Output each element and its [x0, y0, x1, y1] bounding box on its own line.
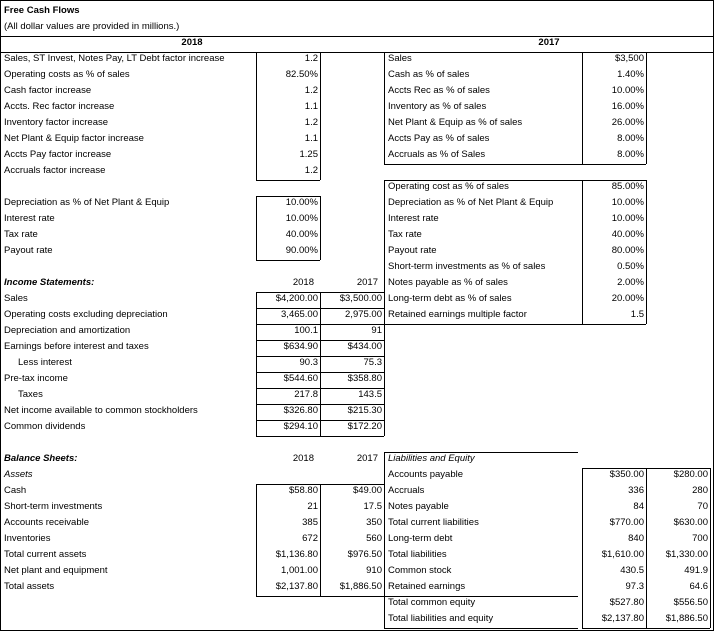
input-box-border — [256, 180, 320, 181]
balance-cell-border — [256, 596, 384, 597]
liability-row-label[interactable]: Total common equity — [388, 597, 476, 608]
balance-sheet-title[interactable]: Balance Sheets: — [4, 453, 78, 464]
input-box-border — [384, 180, 646, 181]
income-row-label[interactable]: Net income available to common stockholders — [4, 405, 198, 416]
input-2017-label[interactable]: Accruals as % of Sales — [388, 149, 486, 160]
asset-row-2018[interactable]: 672 — [302, 533, 318, 544]
income-row-label[interactable]: Taxes — [18, 389, 43, 400]
input-box-border — [582, 180, 583, 324]
income-row-label[interactable]: Less interest — [18, 357, 72, 368]
sheet-border-top — [0, 0, 714, 1]
year-header-2017[interactable]: 2017 — [538, 37, 560, 48]
balance-cell-border — [320, 484, 321, 596]
income-row-2018[interactable]: 217.8 — [294, 389, 318, 400]
input-box-border — [582, 52, 583, 164]
liability-row-2017[interactable]: 64.6 — [689, 581, 708, 592]
input-box-border — [384, 52, 385, 164]
input-2017b-label[interactable]: Tax rate — [388, 229, 422, 240]
input-2017-value[interactable]: 10.00% — [611, 85, 644, 96]
input-2017-label[interactable]: Accts Pay as % of sales — [388, 133, 490, 144]
input-2018b-label[interactable]: Depreciation as % of Net Plant & Equip — [4, 197, 170, 208]
income-row-label[interactable]: Pre-tax income — [4, 373, 68, 384]
asset-row-label[interactable]: Cash — [4, 485, 27, 496]
asset-row-2017[interactable]: 910 — [366, 565, 382, 576]
asset-row-2018[interactable]: $2,137.80 — [275, 581, 318, 592]
liability-row-2017[interactable]: $1,330.00 — [665, 549, 708, 560]
input-box-border — [384, 324, 646, 325]
liability-row-2018[interactable]: 336 — [628, 485, 644, 496]
income-cell-border — [256, 292, 257, 436]
input-2017-label[interactable]: Net Plant & Equip as % of sales — [388, 117, 523, 128]
income-row-2018[interactable]: $4,200.00 — [275, 293, 318, 304]
input-box-border — [646, 180, 647, 324]
input-2017b-value[interactable]: 10.00% — [611, 197, 644, 208]
balance-cell-border — [384, 452, 385, 628]
asset-row-2017[interactable]: $1,886.50 — [339, 581, 382, 592]
income-row-2018[interactable]: $634.90 — [283, 341, 318, 352]
income-row-2017[interactable]: $434.00 — [347, 341, 382, 352]
liability-row-label[interactable]: Total liabilities and equity — [388, 613, 494, 624]
asset-row-2018[interactable]: 21 — [307, 501, 318, 512]
input-2018-value[interactable]: 82.50% — [285, 69, 318, 80]
input-2017-value[interactable]: $3,500 — [614, 53, 644, 64]
input-2018-value[interactable]: 1.2 — [304, 85, 318, 96]
liability-row-2018[interactable]: $350.00 — [609, 469, 644, 480]
input-2017b-label[interactable]: Long-term debt as % of sales — [388, 293, 512, 304]
balance-cell-border — [582, 628, 710, 629]
income-row-2017[interactable]: $358.80 — [347, 373, 382, 384]
liability-row-2018[interactable]: $770.00 — [609, 517, 644, 528]
asset-row-label[interactable]: Net plant and equipment — [4, 565, 108, 576]
input-2018-label[interactable]: Accruals factor increase — [4, 165, 106, 176]
sheet-title[interactable]: Free Cash Flows — [4, 5, 80, 16]
income-row-2018[interactable]: 100.1 — [294, 325, 318, 336]
input-box-border — [384, 164, 646, 165]
asset-row-2018[interactable]: $1,136.80 — [275, 549, 318, 560]
liability-row-2018[interactable]: 840 — [628, 533, 644, 544]
input-2018-value[interactable]: 1.2 — [304, 53, 318, 64]
liability-row-2017[interactable]: 70 — [697, 501, 708, 512]
asset-row-2018[interactable]: 385 — [302, 517, 318, 528]
asset-row-2017[interactable]: $49.00 — [352, 485, 382, 496]
liability-row-label[interactable]: Accounts payable — [388, 469, 463, 480]
balance-cell-border — [384, 628, 578, 629]
input-2017-label[interactable]: Inventory as % of sales — [388, 101, 487, 112]
input-2017b-label[interactable]: Operating cost as % of sales — [388, 181, 509, 192]
income-row-label[interactable]: Earnings before interest and taxes — [4, 341, 149, 352]
asset-row-label[interactable]: Accounts receivable — [4, 517, 90, 528]
input-2017b-label[interactable]: Payout rate — [388, 245, 437, 256]
income-row-label[interactable]: Operating costs excluding depreciation — [4, 309, 168, 320]
income-row-2018[interactable]: 90.3 — [299, 357, 318, 368]
input-2017b-label[interactable]: Notes payable as % of sales — [388, 277, 508, 288]
liability-row-2018[interactable]: 97.3 — [625, 581, 644, 592]
input-2017b-label[interactable]: Retained earnings multiple factor — [388, 309, 527, 320]
income-row-2017[interactable]: $215.30 — [347, 405, 382, 416]
input-2018b-value[interactable]: 10.00% — [285, 197, 318, 208]
input-2017-label[interactable]: Cash as % of sales — [388, 69, 470, 80]
input-2018-value[interactable]: 1.2 — [304, 165, 318, 176]
income-row-2018[interactable]: $326.80 — [283, 405, 318, 416]
liability-row-2018[interactable]: $2,137.80 — [601, 613, 644, 624]
liability-row-label[interactable]: Long-term debt — [388, 533, 453, 544]
input-2017b-label[interactable]: Depreciation as % of Net Plant & Equip — [388, 197, 554, 208]
input-2018-label[interactable]: Operating costs as % of sales — [4, 69, 130, 80]
input-2017b-value[interactable]: 20.00% — [611, 293, 644, 304]
liability-row-2017[interactable]: 700 — [692, 533, 708, 544]
income-cell-border — [256, 436, 384, 437]
liability-row-2017[interactable]: $280.00 — [673, 469, 708, 480]
balance-cell-border — [256, 484, 257, 596]
input-2018-value[interactable]: 1.2 — [304, 117, 318, 128]
balance-col-2017[interactable]: 2017 — [356, 453, 378, 464]
input-2017b-label[interactable]: Interest rate — [388, 213, 439, 224]
liability-row-2017[interactable]: $556.50 — [673, 597, 708, 608]
input-2017-label[interactable]: Accts Rec as % of sales — [388, 85, 490, 96]
income-row-2017[interactable]: $172.20 — [347, 421, 382, 432]
liability-row-2017[interactable]: $630.00 — [673, 517, 708, 528]
liability-row-2018[interactable]: 430.5 — [620, 565, 644, 576]
input-2018-value[interactable]: 1.1 — [304, 101, 318, 112]
input-2017b-value[interactable]: 80.00% — [611, 245, 644, 256]
asset-row-2018[interactable]: $58.80 — [288, 485, 318, 496]
income-statement-title[interactable]: Income Statements: — [4, 277, 95, 288]
liability-row-2018[interactable]: $1,610.00 — [601, 549, 644, 560]
sheet-note[interactable]: (All dollar values are provided in millions.) — [4, 21, 180, 32]
income-row-label[interactable]: Sales — [4, 293, 28, 304]
liability-row-2017[interactable]: 491.9 — [684, 565, 708, 576]
input-2018b-value[interactable]: 10.00% — [285, 213, 318, 224]
asset-row-label[interactable]: Total current assets — [4, 549, 87, 560]
input-2017b-value[interactable]: 85.00% — [611, 181, 644, 192]
input-2018b-label[interactable]: Payout rate — [4, 245, 53, 256]
income-row-label[interactable]: Common dividends — [4, 421, 86, 432]
asset-row-label[interactable]: Total assets — [4, 581, 55, 592]
liability-row-2017[interactable]: 280 — [692, 485, 708, 496]
input-2017b-value[interactable]: 2.00% — [617, 277, 644, 288]
asset-row-2017[interactable]: $976.50 — [347, 549, 382, 560]
asset-row-2017[interactable]: 350 — [366, 517, 382, 528]
income-row-2018[interactable]: $294.10 — [283, 421, 318, 432]
input-2018b-value[interactable]: 90.00% — [285, 245, 318, 256]
asset-row-2017[interactable]: 17.5 — [363, 501, 382, 512]
input-2018b-label[interactable]: Tax rate — [4, 229, 38, 240]
input-2017b-value[interactable]: 0.50% — [617, 261, 644, 272]
income-col-2017[interactable]: 2017 — [356, 277, 378, 288]
input-box-border — [320, 196, 321, 260]
input-2018b-value[interactable]: 40.00% — [285, 229, 318, 240]
input-2018-label[interactable]: Accts Pay factor increase — [4, 149, 112, 160]
input-box-border — [256, 196, 320, 197]
input-2018-label[interactable]: Net Plant & Equip factor increase — [4, 133, 144, 144]
liability-row-label[interactable]: Total liabilities — [388, 549, 447, 560]
balance-cell-border — [582, 468, 710, 469]
input-box-border — [256, 196, 257, 260]
liability-row-2018[interactable]: 84 — [633, 501, 644, 512]
input-2017-value[interactable]: 1.40% — [617, 69, 644, 80]
income-row-2017[interactable]: 2,975.00 — [345, 309, 382, 320]
input-2017-value[interactable]: 8.00% — [617, 149, 644, 160]
balance-cell-border — [582, 468, 583, 628]
input-box-border — [646, 52, 647, 164]
input-2017b-label[interactable]: Short-term investments as % of sales — [388, 261, 546, 272]
input-2018-value[interactable]: 1.1 — [304, 133, 318, 144]
income-cell-border — [384, 276, 385, 436]
input-2017b-value[interactable]: 10.00% — [611, 213, 644, 224]
income-row-2017[interactable]: 91 — [371, 325, 382, 336]
sheet-border-left — [0, 0, 1, 631]
income-row-2017[interactable]: 75.3 — [363, 357, 382, 368]
balance-cell-border — [384, 452, 578, 453]
income-row-2018[interactable]: 3,465.00 — [281, 309, 318, 320]
liability-row-label[interactable]: Accruals — [388, 485, 425, 496]
input-box-border — [256, 52, 257, 180]
input-2017-value[interactable]: 26.00% — [611, 117, 644, 128]
income-row-label[interactable]: Depreciation and amortization — [4, 325, 131, 336]
liability-row-label[interactable]: Common stock — [388, 565, 452, 576]
asset-row-2017[interactable]: 560 — [366, 533, 382, 544]
liabilities-title[interactable]: Liabilities and Equity — [388, 453, 475, 464]
input-2017-value[interactable]: 8.00% — [617, 133, 644, 144]
income-cell-border — [320, 292, 321, 436]
input-2018-label[interactable]: Accts. Rec factor increase — [4, 101, 115, 112]
assets-title[interactable]: Assets — [4, 469, 33, 480]
input-2017b-value[interactable]: 40.00% — [611, 229, 644, 240]
input-box-border — [256, 260, 320, 261]
asset-row-label[interactable]: Inventories — [4, 533, 51, 544]
input-2018-value[interactable]: 1.25 — [299, 149, 318, 160]
liability-row-label[interactable]: Total current liabilities — [388, 517, 479, 528]
input-2018-label[interactable]: Sales, ST Invest, Notes Pay, LT Debt factor increase — [4, 53, 225, 64]
liability-row-label[interactable]: Notes payable — [388, 501, 449, 512]
income-col-2018[interactable]: 2018 — [292, 277, 314, 288]
input-2017-label[interactable]: Sales — [388, 53, 412, 64]
input-2017b-value[interactable]: 1.5 — [630, 309, 644, 320]
balance-cell-border — [710, 468, 711, 628]
income-row-2017[interactable]: 143.5 — [358, 389, 382, 400]
input-2018-label[interactable]: Inventory factor increase — [4, 117, 109, 128]
balance-cell-border — [384, 596, 578, 597]
asset-row-2018[interactable]: 1,001.00 — [281, 565, 318, 576]
year-header-2018[interactable]: 2018 — [181, 37, 203, 48]
input-2018-label[interactable]: Cash factor increase — [4, 85, 92, 96]
asset-row-label[interactable]: Short-term investments — [4, 501, 103, 512]
liability-row-2018[interactable]: $527.80 — [609, 597, 644, 608]
income-row-2018[interactable]: $544.60 — [283, 373, 318, 384]
liability-row-label[interactable]: Retained earnings — [388, 581, 466, 592]
income-row-2017[interactable]: $3,500.00 — [339, 293, 382, 304]
liability-row-2017[interactable]: $1,886.50 — [665, 613, 708, 624]
input-2017-value[interactable]: 16.00% — [611, 101, 644, 112]
balance-cell-border — [646, 468, 647, 628]
input-box-border — [320, 52, 321, 180]
input-2018b-label[interactable]: Interest rate — [4, 213, 55, 224]
balance-col-2018[interactable]: 2018 — [292, 453, 314, 464]
